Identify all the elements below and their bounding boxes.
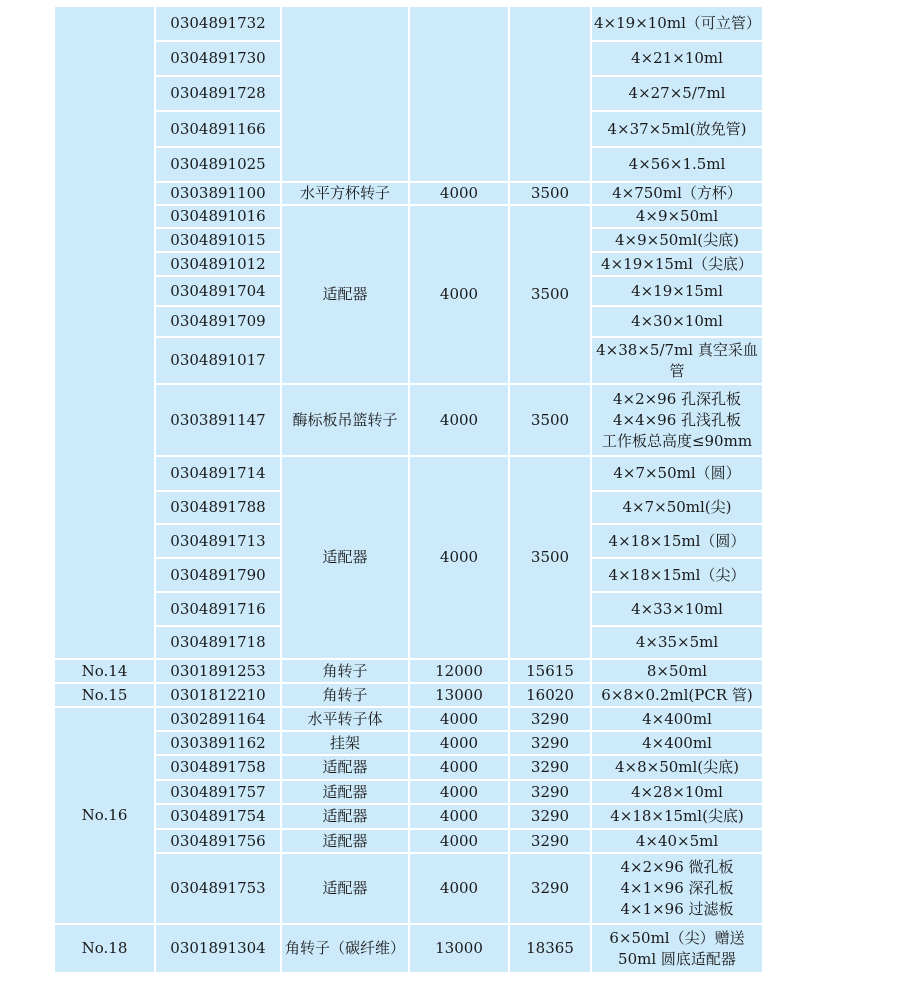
cell-code: 0304891788 bbox=[155, 491, 281, 524]
cell-code: 0303891162 bbox=[155, 731, 281, 755]
cell-no: No.15 bbox=[54, 683, 155, 707]
cell-spec: 4×7×50ml（圆） bbox=[591, 456, 763, 491]
cell-speed: 4000 bbox=[409, 853, 509, 924]
cell-rcf: 3290 bbox=[509, 804, 591, 829]
cell-spec: 4×38×5/7ml 真空采血管 bbox=[591, 337, 763, 384]
cell-spec: 8×50ml bbox=[591, 659, 763, 683]
cell-spec: 4×19×15ml（尖底） bbox=[591, 252, 763, 276]
table-row bbox=[54, 456, 763, 491]
table-row bbox=[54, 659, 763, 683]
cell-name: 适配器 bbox=[281, 804, 409, 829]
cell-speed: 4000 bbox=[409, 205, 509, 384]
cell-name: 角转子 bbox=[281, 659, 409, 683]
cell-name: 水平方杯转子 bbox=[281, 182, 409, 205]
cell-speed: 13000 bbox=[409, 683, 509, 707]
cell-code: 0304891753 bbox=[155, 853, 281, 924]
cell-name: 酶标板吊篮转子 bbox=[281, 384, 409, 456]
cell-spec-line: 4×1×96 深孔板 bbox=[620, 879, 734, 897]
cell-name bbox=[281, 6, 409, 182]
cell-code: 0304891730 bbox=[155, 41, 281, 76]
cell-no: No.18 bbox=[54, 924, 155, 973]
cell-spec: 4×56×1.5ml bbox=[591, 147, 763, 182]
cell-code: 0304891012 bbox=[155, 252, 281, 276]
cell-code: 0303891100 bbox=[155, 182, 281, 205]
table-row bbox=[54, 384, 763, 456]
cell-rcf: 3290 bbox=[509, 755, 591, 780]
cell-spec-line: 4×1×96 过滤板 bbox=[620, 900, 734, 918]
cell-no: No.16 bbox=[54, 707, 155, 924]
cell-code: 0304891757 bbox=[155, 780, 281, 804]
cell-spec: 4×33×10ml bbox=[591, 592, 763, 626]
cell-rcf: 3500 bbox=[509, 182, 591, 205]
cell-speed: 4000 bbox=[409, 731, 509, 755]
rotor-spec-document bbox=[53, 5, 764, 974]
cell-spec: 4×37×5ml(放免管) bbox=[591, 111, 763, 147]
cell-spec-line: 4×4×96 孔浅孔板 bbox=[612, 410, 742, 429]
cell-code: 0304891015 bbox=[155, 228, 281, 252]
cell-rcf bbox=[509, 6, 591, 182]
cell-code: 0304891732 bbox=[155, 6, 281, 41]
table-row bbox=[54, 804, 763, 829]
table-row bbox=[54, 683, 763, 707]
cell-spec: 4×9×50ml(尖底) bbox=[591, 228, 763, 252]
table-row bbox=[54, 924, 763, 973]
cell-code: 0304891017 bbox=[155, 337, 281, 384]
cell-name: 挂架 bbox=[281, 731, 409, 755]
cell-spec: 4×400ml bbox=[591, 731, 763, 755]
cell-spec bbox=[591, 384, 763, 456]
table-row bbox=[54, 780, 763, 804]
cell-spec: 4×750ml（方杯） bbox=[591, 182, 763, 205]
cell-code: 0302891164 bbox=[155, 707, 281, 731]
cell-speed: 4000 bbox=[409, 182, 509, 205]
cell-rcf: 3290 bbox=[509, 707, 591, 731]
cell-code: 0304891025 bbox=[155, 147, 281, 182]
cell-code: 0304891714 bbox=[155, 456, 281, 491]
cell-rcf: 3290 bbox=[509, 780, 591, 804]
cell-spec: 4×18×15ml(尖底) bbox=[591, 804, 763, 829]
table-row bbox=[54, 829, 763, 853]
cell-code: 0301812210 bbox=[155, 683, 281, 707]
cell-code: 0304891756 bbox=[155, 829, 281, 853]
cell-speed: 4000 bbox=[409, 780, 509, 804]
cell-spec: 4×9×50ml bbox=[591, 205, 763, 228]
cell-speed: 4000 bbox=[409, 829, 509, 853]
table-row bbox=[54, 182, 763, 205]
cell-name: 水平转子体 bbox=[281, 707, 409, 731]
cell-speed: 4000 bbox=[409, 707, 509, 731]
cell-spec: 4×18×15ml（尖） bbox=[591, 558, 763, 592]
cell-speed: 13000 bbox=[409, 924, 509, 973]
cell-name: 适配器 bbox=[281, 205, 409, 384]
cell-code: 0304891728 bbox=[155, 76, 281, 111]
cell-name: 角转子（碳纤维） bbox=[281, 924, 409, 973]
cell-speed: 4000 bbox=[409, 755, 509, 780]
table-row bbox=[54, 707, 763, 731]
cell-spec: 4×400ml bbox=[591, 707, 763, 731]
cell-spec: 4×19×15ml bbox=[591, 276, 763, 306]
cell-code: 0304891716 bbox=[155, 592, 281, 626]
table-row bbox=[54, 6, 763, 41]
cell-spec: 6×50ml（尖）赠送 50ml 圆底适配器 bbox=[591, 924, 763, 973]
cell-code: 0301891304 bbox=[155, 924, 281, 973]
cell-spec: 4×7×50ml(尖) bbox=[591, 491, 763, 524]
cell-rcf: 16020 bbox=[509, 683, 591, 707]
cell-code: 0304891718 bbox=[155, 626, 281, 659]
cell-code: 0304891704 bbox=[155, 276, 281, 306]
cell-name: 角转子 bbox=[281, 683, 409, 707]
cell-speed: 12000 bbox=[409, 659, 509, 683]
cell-rcf: 3500 bbox=[509, 205, 591, 384]
cell-spec: 4×27×5/7ml bbox=[591, 76, 763, 111]
cell-speed: 4000 bbox=[409, 804, 509, 829]
cell-name: 适配器 bbox=[281, 755, 409, 780]
table-row bbox=[54, 205, 763, 228]
cell-rcf: 15615 bbox=[509, 659, 591, 683]
cell-spec: 6×8×0.2ml(PCR 管) bbox=[591, 683, 763, 707]
cell-code: 0304891709 bbox=[155, 306, 281, 337]
cell-spec-line: 4×2×96 孔深孔板 bbox=[612, 389, 742, 408]
cell-name: 适配器 bbox=[281, 853, 409, 924]
cell-spec: 4×21×10ml bbox=[591, 41, 763, 76]
cell-name: 适配器 bbox=[281, 780, 409, 804]
cell-spec: 4×40×5ml bbox=[591, 829, 763, 853]
table-row bbox=[54, 731, 763, 755]
table-row bbox=[54, 755, 763, 780]
cell-spec: 4×18×15ml（圆） bbox=[591, 524, 763, 558]
cell-spec bbox=[591, 853, 763, 924]
cell-rcf: 3500 bbox=[509, 384, 591, 456]
cell-spec: 4×28×10ml bbox=[591, 780, 763, 804]
cell-name: 适配器 bbox=[281, 829, 409, 853]
rotor-spec-table bbox=[53, 5, 764, 974]
cell-no bbox=[54, 6, 155, 659]
cell-code: 0304891016 bbox=[155, 205, 281, 228]
cell-rcf: 18365 bbox=[509, 924, 591, 973]
cell-spec: 4×8×50ml(尖底) bbox=[591, 755, 763, 780]
cell-code: 0303891147 bbox=[155, 384, 281, 456]
cell-no: No.14 bbox=[54, 659, 155, 683]
cell-speed: 4000 bbox=[409, 384, 509, 456]
cell-code: 0301891253 bbox=[155, 659, 281, 683]
cell-spec: 4×19×10ml（可立管） bbox=[591, 6, 763, 41]
cell-code: 0304891754 bbox=[155, 804, 281, 829]
cell-spec: 4×30×10ml bbox=[591, 306, 763, 337]
cell-name: 适配器 bbox=[281, 456, 409, 659]
cell-speed: 4000 bbox=[409, 456, 509, 659]
cell-rcf: 3290 bbox=[509, 853, 591, 924]
table-row bbox=[54, 853, 763, 924]
cell-code: 0304891790 bbox=[155, 558, 281, 592]
cell-code: 0304891166 bbox=[155, 111, 281, 147]
cell-spec: 4×35×5ml bbox=[591, 626, 763, 659]
cell-rcf: 3290 bbox=[509, 829, 591, 853]
cell-rcf: 3290 bbox=[509, 731, 591, 755]
cell-rcf: 3500 bbox=[509, 456, 591, 659]
cell-spec-line: 4×2×96 微孔板 bbox=[620, 858, 734, 876]
cell-spec-line: 工作板总高度≤90mm bbox=[601, 431, 753, 450]
cell-code: 0304891758 bbox=[155, 755, 281, 780]
cell-code: 0304891713 bbox=[155, 524, 281, 558]
cell-speed bbox=[409, 6, 509, 182]
